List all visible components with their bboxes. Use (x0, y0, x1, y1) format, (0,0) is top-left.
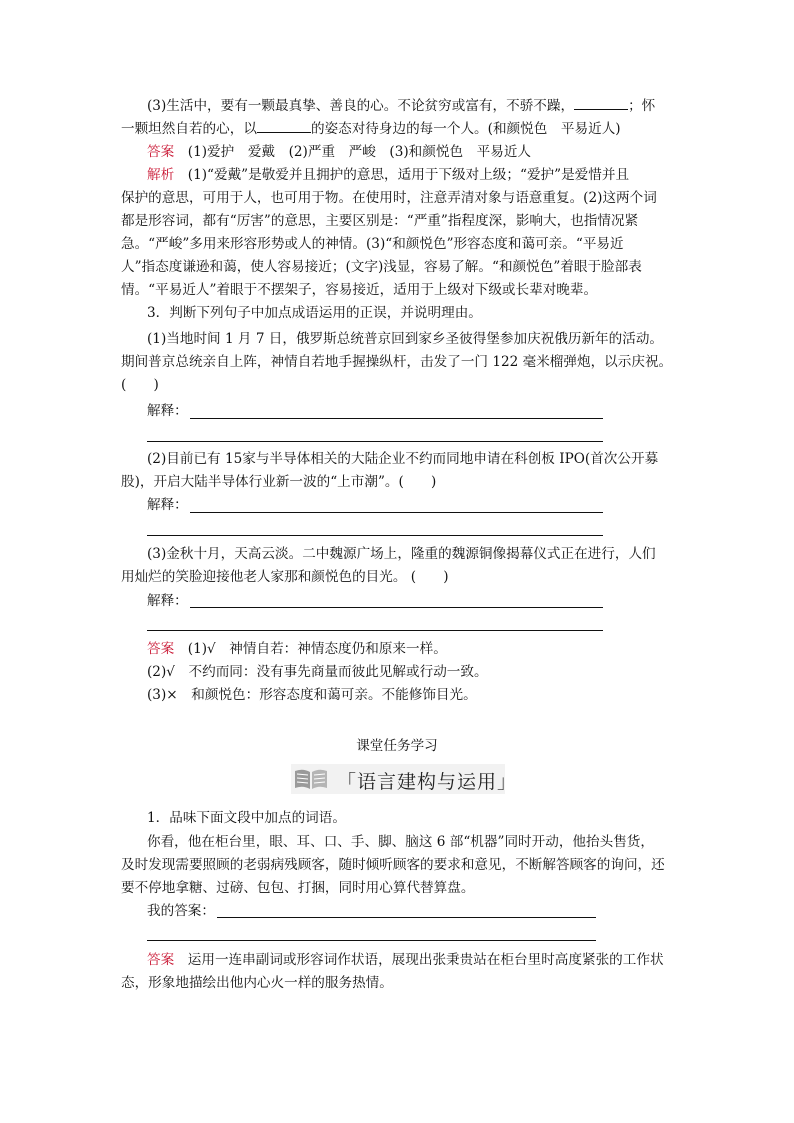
section-banner (291, 764, 518, 794)
practice-1-text-2: 及时发现需要照顾的老弱病残顾客，随时倾听顾客的要求和意见，不断解答顾客的询问，还 (121, 857, 665, 873)
q3-2-line-1: (2)目前已有 15家与半导体相关的大陆企业不约而同地申请在科创板 IPO(首次公开募 (147, 451, 659, 467)
section-title: 课堂任务学习 (356, 738, 438, 754)
explain-line (147, 535, 603, 536)
analysis-line-2: 保护的意思，可用于人，也可用于物。在使用时，注意弄清对象与语意重复。(2)这两个词 (121, 190, 657, 206)
explain-label-1: 解释： (147, 403, 188, 419)
answer-line (217, 917, 596, 918)
answer-label: 答案 (147, 144, 175, 160)
explain-line (190, 607, 603, 608)
banner-title: 「语言建构与运用」 (337, 771, 518, 793)
explain-line (190, 512, 603, 513)
answer-3-line-2: 态，形象地描绘出他内心火一样的服务热情。 (121, 975, 393, 991)
answer-block-2 (147, 640, 447, 658)
q3-1-line-2: 期间普京总统亲自上阵，神情自若地手握操纵杆，击发了一门 122 毫米榴弹炮，以示庆祝。 (121, 354, 673, 370)
q3-2-line-2: 股)，开启大陆半导体行业新一波的“上市潮”。( ) (121, 474, 437, 490)
question-3-line-1 (147, 97, 655, 115)
analysis-line-6: 情。“平易近人”着眼于不摆架子，容易接近，适用于上级对下级或长辈对晚辈。 (121, 282, 598, 298)
fill-blank (257, 120, 311, 133)
answer-text: (1)爱护 爱戴 (2)严重 严峻 (3)和颜悦色 平易近人 (174, 144, 532, 160)
text: 的姿态对待身边的每一个人。(和颜悦色 平易近人) (310, 121, 621, 137)
answer-text: (1)√ 神情自若：神情态度仍和原来一样。 (174, 641, 447, 657)
answer-label: 答案 (147, 952, 175, 968)
q3-1-line-1: (1)当地时间 1 月 7 日，俄罗斯总统普京回到家乡圣彼得堡参加庆祝俄历新年的活动。 (147, 331, 664, 347)
open-book-icon (293, 767, 329, 791)
text: (3)生活中，要有一颗最真挚、善良的心。不论贫穷或富有，不骄不躁， (147, 98, 575, 114)
answer-block-1 (147, 143, 531, 161)
answer-block-3 (147, 951, 664, 969)
explain-label-2: 解释： (147, 497, 188, 513)
analysis-text: (1)“爱戴”是敬爱并且拥护的意思，适用于下级对上级；“爱护”是爱惜并且 (174, 167, 630, 183)
analysis-line-5: 人”指态度谦逊和蔼，使人容易接近；(文字)浅显，容易了解。“和颜悦色”着眼于脸部表 (121, 259, 642, 275)
explain-line (147, 441, 603, 442)
answer-2-item-2: (2)√ 不约而同：没有事先商量而彼此见解或行动一致。 (147, 664, 488, 680)
my-answer-label: 我的答案： (147, 903, 215, 919)
analysis-line-1 (147, 166, 629, 184)
fill-blank (574, 97, 628, 110)
answer-label: 答案 (147, 641, 175, 657)
analysis-line-3: 都是形容词，都有“厉害”的意思，主要区别是：“严重”指程度深，影响大，也指情况紧 (121, 213, 639, 229)
analysis-line-4: 急。“严峻”多用来形容形势或人的神情。(3)“和颜悦色”形容态度和蔼可亲。“平易近 (121, 236, 624, 252)
question-3-heading: 3．判断下列句子中加点成语运用的正误，并说明理由。 (147, 305, 482, 321)
practice-1-text-3: 要不停地拿糖、过磅、包包、打捆，同时用心算代替算盘。 (121, 880, 475, 896)
question-3-line-2 (121, 120, 621, 138)
text: ；怀 (628, 98, 656, 114)
practice-1-text-1: 你看，他在柜台里，眼、耳、口、手、脚、脑这 6 部“机器”同时开动，他抬头售货， (147, 834, 654, 850)
answer-text: 运用一连串副词或形容词作状语，展现出张秉贵站在柜台里时高度紧张的工作状 (174, 952, 664, 968)
q3-1-bracket: ( ) (121, 377, 159, 393)
explain-line (190, 418, 603, 419)
text: 一颗坦然自若的心，以 (121, 121, 257, 137)
practice-1-heading: 1．品味下面文段中加点的词语。 (147, 810, 346, 826)
q3-3-line-1: (3)金秋十月，天高云淡。二中魏源广场上，隆重的魏源铜像揭幕仪式正在进行，人们 (147, 546, 656, 562)
q3-3-line-2: 用灿烂的笑脸迎接他老人家那和颜悦色的目光。 ( ) (121, 569, 449, 585)
explain-line (147, 630, 603, 631)
explain-label-3: 解释： (147, 593, 188, 609)
answer-2-item-3: (3)× 和颜悦色：形容态度和蔼可亲。不能修饰目光。 (147, 687, 477, 703)
analysis-label: 解析 (147, 167, 175, 183)
answer-line (147, 940, 596, 941)
